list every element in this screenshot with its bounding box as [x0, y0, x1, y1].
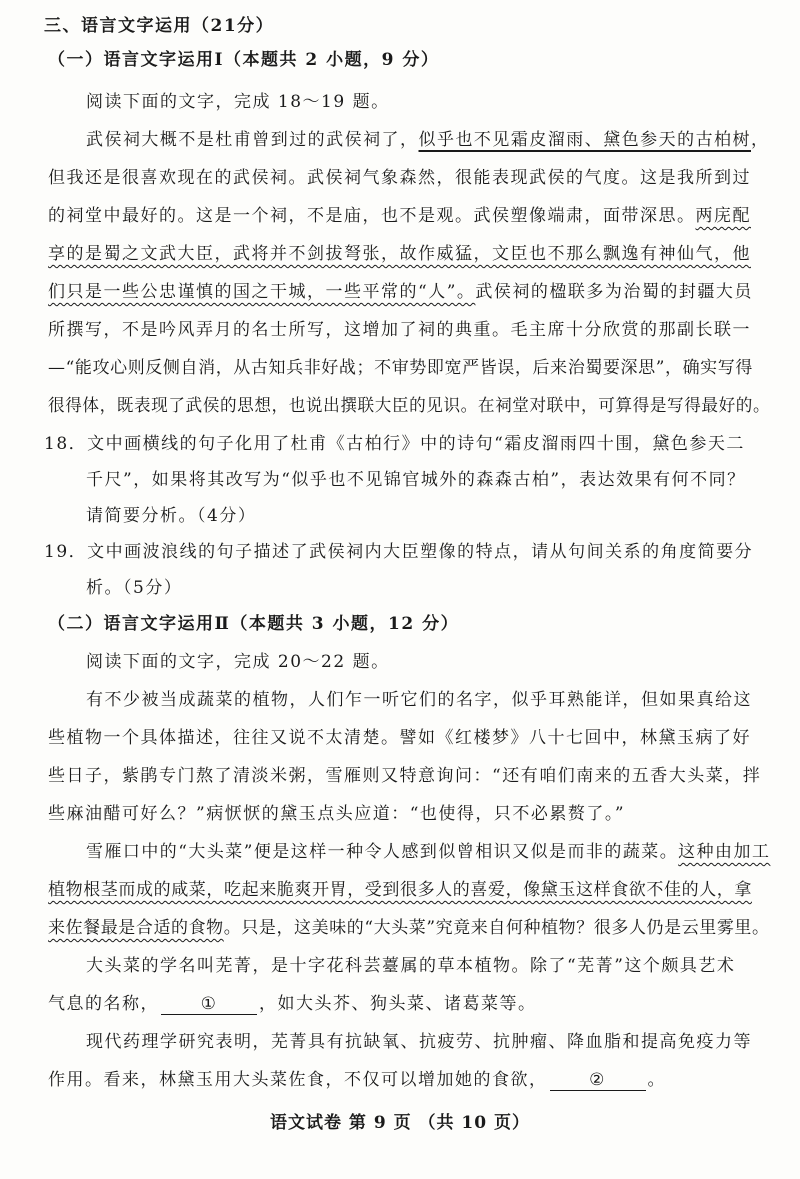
passage2-line-8: 大头菜的学名叫芜菁，是十字花科芸薹属的草本植物。除了“芜菁”这个颇具艺术 [86, 956, 736, 976]
section-title: 三、语言文字运用（21分） [44, 16, 275, 36]
answer-blank-1[interactable]: ① [161, 994, 257, 1015]
passage1-line-5 [48, 280, 753, 304]
passage2-line-7 [48, 916, 770, 940]
passage1-line-4 [48, 242, 751, 266]
passage2-text: 雪雁口中的“大头菜”便是这样一种令人感到似曾相识又似是而非的蔬菜。 [86, 842, 679, 862]
wavy-underlined-sentence: 这种由加工 [678, 842, 771, 862]
question-number: 19． [44, 542, 88, 562]
passage1-text: 武侯祠大概不是杜甫曾到过的武侯祠了， [86, 130, 419, 150]
passage2-text: 。只是，这美味的“大头菜”究竟来自何种植物？很多人仍是云里雾里。 [223, 918, 770, 938]
question-number: 18． [44, 434, 88, 454]
passage2-line-6 [48, 878, 752, 902]
passage2-line-4: 些麻油醋可好么？”病恹恹的黛玉点头应道：“也使得，只不必累赘了。” [48, 804, 626, 824]
passage2-text: 气息的名称， [48, 994, 159, 1014]
passage1-text: 武侯祠的楹联多为治蜀的封疆大员 [475, 282, 753, 302]
passage2-text: ，如大头芥、狗头菜、诸葛菜等。 [259, 994, 537, 1014]
part1-intro: 阅读下面的文字，完成 18～19 题。 [86, 92, 390, 112]
passage1-text: 的祠堂中最好的。这是一个祠，不是庙，也不是观。武侯塑像端肃，面带深思。 [48, 206, 696, 226]
question-text: 文中画波浪线的句子描述了武侯祠内大臣塑像的特点，请从句间关系的角度简要分 [87, 542, 754, 562]
part2-title: （二）语言文字运用Ⅱ（本题共 3 小题，12 分） [48, 614, 460, 634]
passage1-line-2: 但我还是很喜欢现在的武侯祠。武侯祠气象森然，很能表现武侯的气度。这是我所到过 [48, 168, 751, 188]
passage1-text: ， [751, 130, 770, 150]
passage2-line-9 [48, 992, 537, 1016]
passage2-line-10: 现代药理学研究表明，芜菁具有抗缺氧、抗疲劳、抗肿瘤、降血脂和提高免疫力等 [86, 1032, 752, 1052]
part2-intro: 阅读下面的文字，完成 20～22 题。 [86, 652, 390, 672]
wavy-underlined-sentence: 来佐餐最是合适的食物 [48, 918, 224, 938]
passage2-line-5 [86, 840, 770, 864]
passage2-text: 。 [647, 1070, 666, 1090]
part1-title: （一）语言文字运用Ⅰ（本题共 2 小题，9 分） [48, 50, 440, 70]
wavy-underlined-sentence: 植物根茎而成的咸菜，吃起来脆爽开胃，受到很多人的喜爱，像黛玉这样食欲不佳的人，拿 [48, 880, 752, 900]
passage2-text: 作用。看来，林黛玉用大头菜佐食，不仅可以增加她的食欲， [48, 1070, 548, 1090]
wavy-underlined-sentence: 们只是一些公忠谨慎的国之干城，一些平常的“人”。 [48, 282, 476, 302]
question-18-line-2: 千尺”，如果将其改写为“似乎也不见锦官城外的森森古柏”，表达效果有何不同？ [86, 470, 746, 490]
passage2-line-3: 些日子，紫鹃专门熬了清淡米粥，雪雁则又特意询问：“还有咱们南来的五香大头菜，拌 [48, 766, 762, 786]
question-19-line-2: 析。（5分） [86, 578, 183, 598]
passage1-line-3 [48, 204, 751, 228]
question-18-line-3: 请简要分析。（4分） [86, 506, 257, 526]
passage1-line-1 [86, 128, 769, 152]
answer-blank-2[interactable]: ② [550, 1070, 646, 1091]
wavy-underlined-sentence: 两庑配 [695, 206, 751, 226]
passage2-line-1: 有不少被当成蔬菜的植物，人们乍一听它们的名字，似乎耳熟能详，但如果真给这 [86, 690, 752, 710]
question-18 [44, 432, 745, 456]
question-19 [44, 540, 753, 564]
page-footer: 语文试卷 第 9 页 （共 10 页） [270, 1113, 530, 1133]
passage2-line-2: 些植物一个具体描述，往往又说不太清楚。譬如《红楼梦》八十七回中，林黛玉病了好 [48, 728, 751, 748]
question-text: 文中画横线的句子化用了杜甫《古柏行》中的诗句“霜皮溜雨四十围，黛色参天二 [87, 434, 745, 454]
wavy-underlined-sentence: 享的是蜀之文武大臣，武将并不剑拔弩张，故作威猛，文臣也不那么飘逸有神仙气，他 [48, 244, 751, 264]
passage1-line-7: —“能攻心则反侧自消，从古知兵非好战；不审势即宽严皆误，后来治蜀要深思”，确实写得 [48, 358, 753, 378]
passage2-line-11 [48, 1068, 666, 1092]
passage1-line-8: 很得体，既表现了武侯的思想，也说出撰联大臣的见识。在祠堂对联中，可算得是写得最好的。 [48, 396, 771, 416]
straight-underlined-sentence: 似乎也不见霜皮溜雨、黛色参天的古柏树 [418, 130, 752, 150]
passage1-line-6: 所撰写，不是吟风弄月的名士所写，这增加了祠的典重。毛主席十分欣赏的那副长联一 [48, 320, 751, 340]
